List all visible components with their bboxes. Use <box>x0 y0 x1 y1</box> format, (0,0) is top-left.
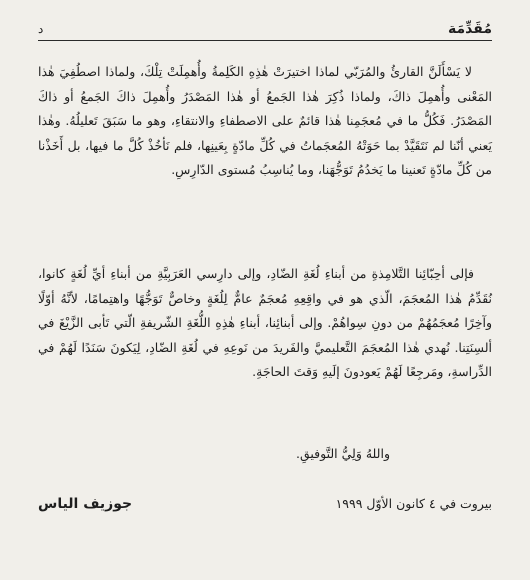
paragraph-1: لا يَسْأَلَنَّ القارئُ والمُرَبّي لماذا اختيرَتْ هٰذِهِ الكَلِمةُ وأُهمِلَتْ تِلْكَ، ولماذا اصطُفِيَ هٰذا المَعْنى وأُهمِلَ ذاكَ، ولماذا ذُكِرَ هٰذا الجَمعُ أو هٰذا المَصْدَرُ وأُهمِلَ ذاكَ الجَمعُ أو ذاكَ المَصْدَرُ. فَكُلُّ ما في مُعجَمِنا هٰذا قائمٌ على الاصطفاءِ والانتقاءِ، وهو ما سَبَقَ تَعليلُهُ. وهٰذا يَعني أنّنا لم نَتَقَيَّدْ بما حَوَتْهُ المُعجَماتُ في كُلِّ مادّةٍ بِعَينِها، فلم نَأخُذْ كُلَّ ما فيها، بل أَخَذْنا من كُلِّ مادّةٍ تَعنينا ما يَخدُمُ تَوَجُّهَنا، وما يُناسِبُ مُستوى الدّارِسِ. <box>38 64 492 178</box>
author-name: جوزيف الياس <box>38 496 133 512</box>
closing-line: واللهُ وَلِيُّ التَّوفيقِ. <box>295 446 390 461</box>
paragraph-2: فإلى أحِبّائِنا التَّلامِذةِ من أبناءِ لُغَةِ الضّادِ، وإلى دارِسي العَرَبِيَّةِ من أبناءِ أيِّ لُغَةٍ كانوا، نُقَدِّمُ هٰذا المُعجَمَ، الّذي هو في واقِعِهِ مُعجَمٌ عامٌّ لِلُغَةٍ وخاصٌّ تَوَجُّهًا واهتِمامًا، لأنَّهُ أوّلًا وآخِرًا مُعجَمُهُمْ من دونِ سِواهُمْ. وإلى أبنائِنا، أبناءِ هٰذِهِ اللُّغَةِ الشّريفةِ الّتي تَأبى الزَّيْغَ في ألسِنَتِنا. نُهدي هٰذا المُعجَمَ التَّعليميَّ والفَريدَ من نَوعِهِ في لُغَةِ الضّادِ، لِيَكونَ سَنَدًا لَهُمْ في الدِّراسةِ، ومَرجِعًا لَهُمْ يَعودونَ إلَيهِ وَقتَ الحاجَةِ. <box>38 266 492 380</box>
page-number: د <box>38 22 44 36</box>
signature-block <box>38 496 492 512</box>
place-and-date: بيروت في ٤ كانون الأوّل ١٩٩٩ <box>335 496 492 511</box>
chapter-title: مُقَدِّمَة <box>448 21 492 37</box>
running-header <box>38 14 492 41</box>
